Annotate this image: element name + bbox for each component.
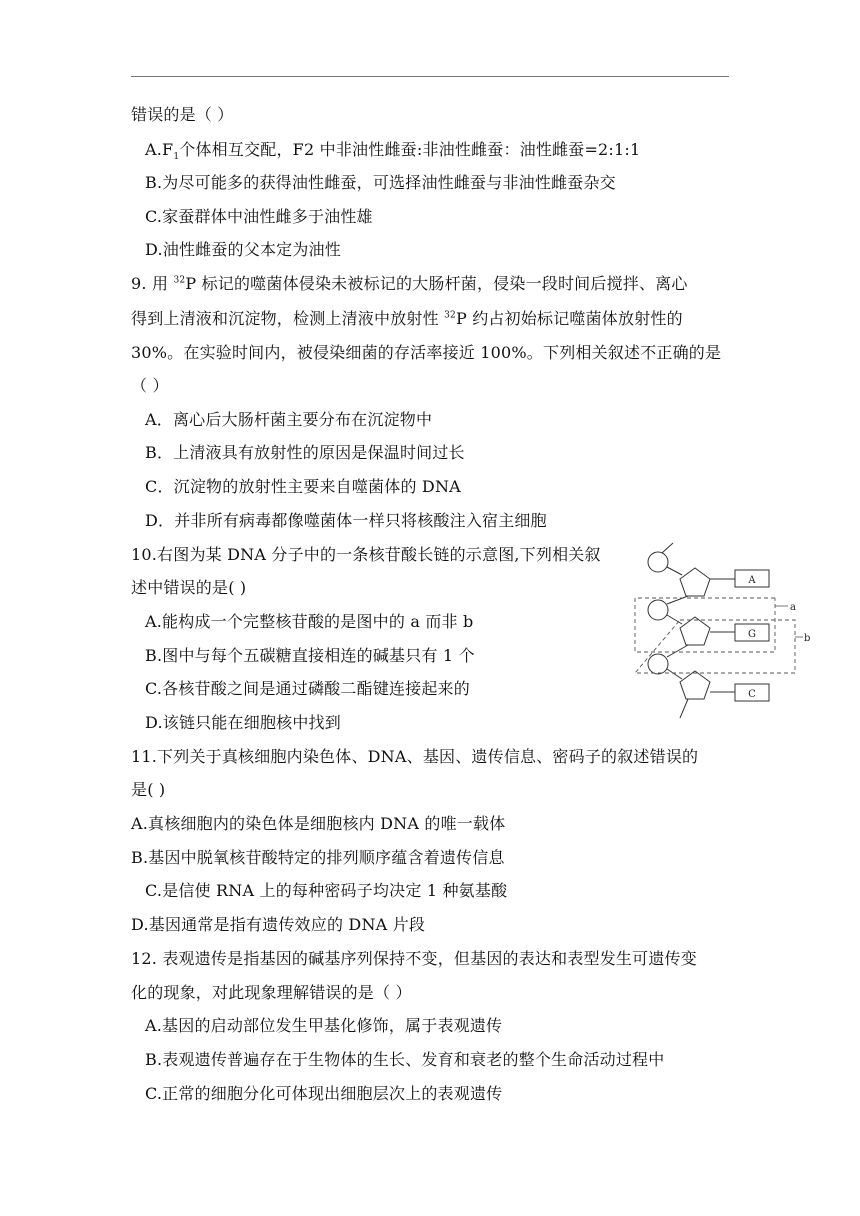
q9-option-a: A．离心后大肠杆菌主要分布在沉淀物中 [145, 410, 433, 429]
chain-bottom-tail [680, 699, 688, 718]
phosphate-3 [648, 654, 668, 674]
q10-stem-line1: 10.右图为某 DNA 分子中的一条核苷酸长链的示意图,下列相关叙 [131, 545, 601, 564]
bond-p3-s3 [667, 669, 682, 679]
bracket-a [635, 598, 775, 652]
bond-s1-p2 [667, 596, 688, 604]
pentose-sugar-1 [680, 568, 710, 596]
bracket-label-b: b [804, 633, 811, 644]
q9-stem-line3: 30%。在实验时间内，被侵染细菌的存活率接近 100%。下列相关叙述不正确的是 [131, 343, 722, 362]
bond-s2-p3 [667, 645, 688, 657]
q9-stem-line2: 得到上清液和沉淀物，检测上清液中放射性 $^{32}$P 约占初始标记噬菌体放射性的 [131, 309, 683, 328]
bond-p2-s2 [667, 615, 682, 624]
q9-stem-line4: （ ） [131, 376, 169, 395]
nucleotide-chain-diagram [630, 540, 820, 725]
q8-option-d: D.油性雌蚕的父本定为油性 [145, 240, 341, 259]
base-label-2: G [748, 629, 756, 640]
bracket-label-a: a [790, 602, 796, 613]
base-label-3: C [748, 689, 756, 700]
bond-p1-s1 [667, 567, 682, 575]
q10-option-c: C.各核苷酸之间是通过磷酸二酯键连接起来的 [145, 679, 470, 698]
q9-option-d: D．并非所有病毒都像噬菌体一样只将核酸注入宿主细胞 [145, 511, 547, 530]
q9-option-c: C．沉淀物的放射性主要来自噬菌体的 DNA [145, 477, 461, 496]
base-label-1: A [748, 575, 756, 586]
q12-stem-line1: 12. 表观遗传是指基因的碱基序列保持不变，但基因的表达和表型发生可遗传变 [131, 949, 697, 968]
bracket-b [635, 620, 795, 673]
q11-option-b: B.基因中脱氧核苷酸特定的排列顺序蕴含着遗传信息 [131, 848, 505, 867]
phosphate-2 [648, 600, 668, 620]
q11-stem-line1: 11.下列关于真核细胞内染色体、DNA、基因、遗传信息、密码子的叙述错误的 [131, 747, 699, 766]
q8-option-b: B.为尽可能多的获得油性雌蚕，可选择油性雌蚕与非油性雌蚕杂交 [145, 173, 616, 192]
q12-option-a: A.基因的启动部位发生甲基化修饰，属于表观遗传 [145, 1016, 503, 1035]
q10-option-d: D.该链只能在细胞核中找到 [145, 713, 341, 732]
q8-option-c: C.家蚕群体中油性雌多于油性雄 [145, 207, 373, 226]
q10-option-a: A.能构成一个完整核苷酸的是图中的 a 而非 b [145, 612, 474, 631]
q10-option-b: B.图中与每个五碳糖直接相连的碱基只有 1 个 [145, 646, 475, 665]
q10-stem-line2: 述中错误的是( ) [131, 578, 247, 597]
q11-stem-line2: 是( ) [131, 780, 166, 799]
pentose-sugar-2 [680, 617, 710, 645]
q8-option-a: $A.F_1$个体相互交配，F2 中非油性雌蚕:非油性雌蚕：油性雌蚕=2:1:1 [145, 140, 641, 163]
phosphate-1 [648, 552, 668, 572]
chain-top-tail [662, 543, 673, 553]
pentose-sugar-3 [680, 671, 710, 699]
q9-stem-line1: 9. 用 $^{32}$P 标记的噬菌体侵染未被标记的大肠杆菌，侵染一段时间后搅拌、离心 [131, 274, 688, 293]
q11-option-c: C.是信使 RNA 上的每种密码子均决定 1 种氨基酸 [145, 881, 508, 900]
q12-stem-line2: 化的现象，对此现象理解错误的是（ ） [131, 983, 412, 1002]
q12-option-c: C.正常的细胞分化可体现出细胞层次上的表观遗传 [145, 1084, 503, 1103]
q11-option-d: D.基因通常是指有遗传效应的 DNA 片段 [131, 915, 426, 934]
q11-option-a: A.真核细胞内的染色体是细胞核内 DNA 的唯一载体 [131, 814, 506, 833]
header-rule [131, 76, 729, 77]
q8-stem-end: 错误的是（ ） [131, 105, 234, 124]
q12-option-b: B.表观遗传普遍存在于生物体的生长、发育和衰老的整个生命活动过程中 [145, 1050, 665, 1069]
q9-option-b: B．上清液具有放射性的原因是保温时间过长 [145, 443, 465, 462]
